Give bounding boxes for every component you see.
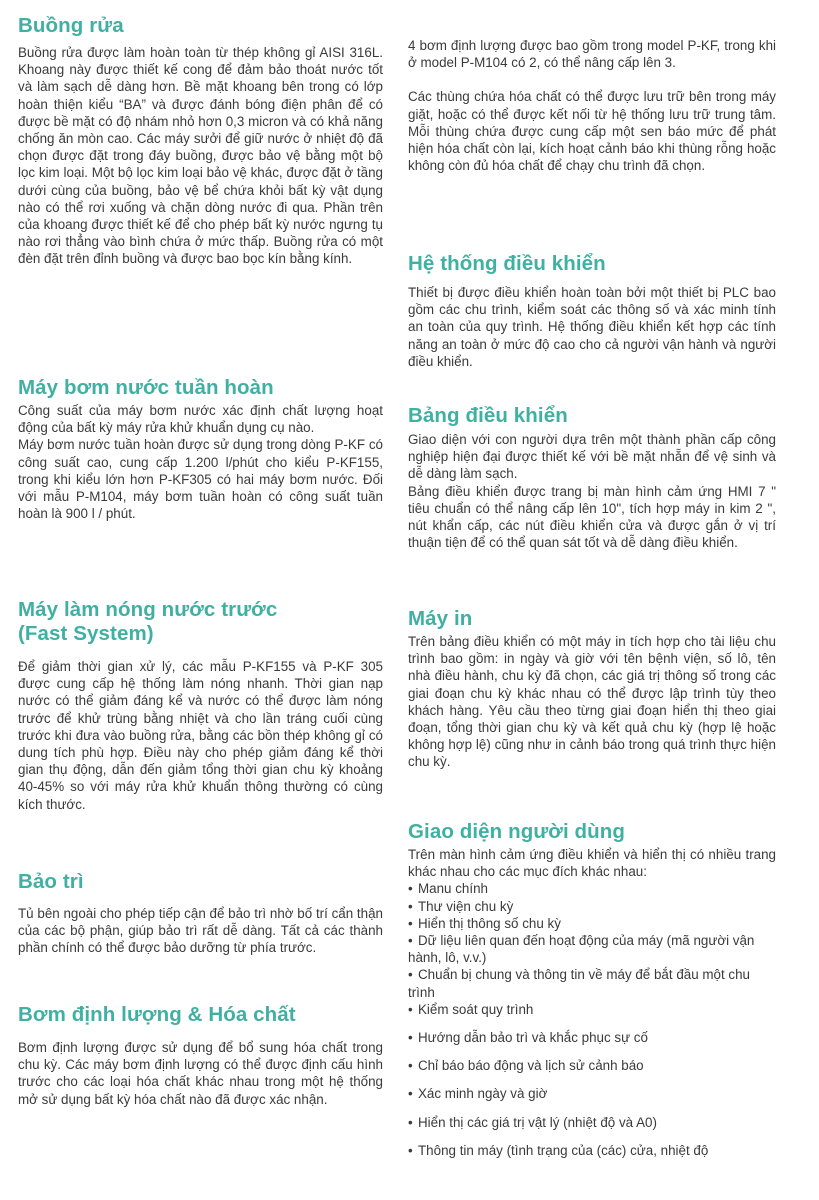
heading-bom-dinh-luong: Bơm định lượng & Hóa chất xyxy=(18,1003,296,1026)
list-item: • Kiểm soát quy trình xyxy=(408,1001,534,1017)
list-item: • Thông tin máy (tình trạng của (các) cửa, nhiệt độ xyxy=(408,1142,709,1158)
heading-bang: Bảng điều khiển xyxy=(408,404,568,427)
ui-feature-list xyxy=(408,880,776,1159)
list-item: • Chỉ báo báo động và lịch sử cảnh báo xyxy=(408,1058,644,1074)
list-item: • Manu chính xyxy=(408,881,488,897)
section-bang xyxy=(408,404,776,551)
list-item: • Chuẩn bị chung và thông tin về máy để bắt đầu một chu trình xyxy=(408,967,751,1000)
list-item: • Hướng dẫn bảo trì và khắc phục sự cố xyxy=(408,1030,648,1046)
section-bom-cont xyxy=(408,37,776,174)
heading-giao-dien: Giao diện người dùng xyxy=(408,820,626,843)
heading-lam-nong-1: Máy làm nóng nước trước xyxy=(18,598,278,621)
heading-lam-nong-2: (Fast System) xyxy=(18,622,154,645)
text-bom-cont-1: 4 bơm định lượng được bao gồm trong model P-KF, trong khi ở model P-M104 có 2, có thể nâng cấp lên 3. xyxy=(408,38,776,71)
list-item: • Dữ liệu liên quan đến hoạt động của máy (mã người vận hành, lô, v.v.) xyxy=(408,933,755,966)
section-may-in xyxy=(408,607,776,771)
list-item: • Xác minh ngày và giờ xyxy=(408,1086,548,1102)
text-bang-1: Giao diện với con người dựa trên một thành phần cấp công nghiệp hiện đại được thiết kế với bề mặt nhẵn để vệ sinh và dễ dàng làm sạch. xyxy=(408,432,776,482)
text-bao-tri: Tủ bên ngoài cho phép tiếp cận để bảo trì nhờ bố trí cẩn thận của các bộ phận, giúp bảo trì rất dễ dàng. Tất cả các thành phần chính có thể được bảo dưỡng từ phía trước. xyxy=(18,906,383,956)
section-giao-dien xyxy=(408,820,776,1159)
text-giao-dien-intro: Trên màn hình cảm ứng điều khiển và hiển thị có nhiều trang khác nhau cho các mục đích khác nhau: xyxy=(408,847,776,880)
text-may-bom-2: Máy bơm nước tuần hoàn được sử dụng trong dòng P-KF có công suất cao, cung cấp 1.200 l/phút cho kiểu P-KF155, trong khi kiểu lớn hơn P-KF305 có hai máy bơm nước. Đối với mẫu P-M104, máy bơm tuần hoàn có công suất tuần hoàn là 900 l / phút. xyxy=(18,437,383,522)
section-bom-dinh-luong xyxy=(18,1003,383,1108)
section-buong-rua xyxy=(18,14,383,268)
section-lam-nong xyxy=(18,598,383,813)
heading-he-thong: Hệ thống điều khiển xyxy=(408,252,606,275)
text-he-thong: Thiết bị được điều khiển hoàn toàn bởi một thiết bị PLC bao gồm các chu trình, kiểm soát các thông số và xác minh tính an toàn của quy trình. Hệ thống điều khiển kết hợp các tính năng an toàn ở mức độ cao cho cả người vận hành và người điều khiển. xyxy=(408,285,776,369)
text-bom-dinh-luong: Bơm định lượng được sử dụng để bổ sung hóa chất trong chu kỳ. Các máy bơm định lượng có thể được định cấu hình trước cho các loại hóa chất khác nhau trong một hệ thống mở sử dụng bất kỳ hóa chất nào đã được xác nhận. xyxy=(18,1040,383,1107)
text-may-bom-1: Công suất của máy bơm nước xác định chất lượng hoạt động của bất kỳ máy rửa khử khuẩn dụng cụ nào. xyxy=(18,403,383,436)
heading-buong-rua: Buồng rửa xyxy=(18,14,124,37)
text-lam-nong: Để giảm thời gian xử lý, các mẫu P-KF155 và P-KF 305 được cung cấp hệ thống làm nóng nhanh. Thời gian nạp nước có thể giảm đáng kể và nước có thể được làm nóng trước để khử trùng bằng nhiệt và cho lần tráng cuối cùng trước khi đưa vào buồng rửa, bằng các bồn thép không gỉ có dung tích phù hợp. Điều này cho phép giảm đáng kể thời gian thụ động, dẫn đến giảm tổng thời gian chu kỳ khoảng 40-45% so với máy rửa khử khuẩn thông thường có cùng kích thước. xyxy=(18,659,383,812)
text-may-in: Trên bảng điều khiển có một máy in tích hợp cho tài liệu chu trình bao gồm: in ngày và giờ với tên bệnh viện, số lô, tên nhà điều hành, chu kỳ đã chọn, các giá trị thông số trong các giai đoạn chu kỳ khác nhau có thể được lập trình tùy theo khách hàng. Yêu cầu theo từng giai đoạn hiển thị theo giai đoạn, tổng thời gian chu kỳ và kết quả chu kỳ (hợp lệ hoặc không hợp lệ) cũng như in cảnh báo trong quá trình thực hiện chu kỳ. xyxy=(408,634,776,770)
section-bao-tri xyxy=(18,870,383,957)
text-bang-2: Bảng điều khiển được trang bị màn hình cảm ứng HMI 7 " tiêu chuẩn có thể nâng cấp lên 10", tích hợp máy in kim 2 ", nút khẩn cấp, các nút điều khiển cửa và được gắn ở vị trí thuận tiện để có thể quan sát tốt và dễ dàng điều khiển. xyxy=(408,483,776,551)
text-bom-cont-2: Các thùng chứa hóa chất có thể được lưu trữ bên trong máy giặt, hoặc có thể được kết nối từ hệ thống lưu trữ trung tâm. Mỗi thùng chứa được cung cấp một sen báo mức để phát hiện hóa chất còn lại, kích hoạt cảnh báo khi thùng rỗng hoặc không còn đủ hóa chất để chạy chu trình đã chọn. xyxy=(408,89,776,174)
section-he-thong xyxy=(408,252,776,370)
heading-may-in: Máy in xyxy=(408,607,473,630)
section-may-bom xyxy=(18,376,383,522)
heading-may-bom: Máy bơm nước tuần hoàn xyxy=(18,376,274,399)
text-buong-rua: Buồng rửa được làm hoàn toàn từ thép không gỉ AISI 316L. Khoang này được thiết kế cong để đảm bảo thoát nước tốt và làm sạch dễ dàng hơn. Bề mặt khoang bên trong có lớp hoàn thiện kiểu “BA” và được đánh bóng điện phân để có được bề mặt có độ nhám nhỏ hơn 0,3 micron và có khả năng chống ăn mòn cao. Các máy sưởi để giữ nước ở nhiệt độ đã chọn được đặt trong đáy buồng, được bảo vệ bằng một bộ lọc kim loại. Một bộ lọc kim loại bảo vệ khác, được đặt ở tầng dưới cùng của buồng, bảo vệ bể chứa khỏi bất kỳ vật dụng nào có thể rơi xuống và chặn dòng nước đi qua. Phần trên của khoang được thiết kế để cho phép bất kỳ nước ngưng tụ nào rơi thẳng vào bình chứa ở mức thấp. Buồng rửa có một đèn đặt trên đỉnh buồng và được bao bọc kín bằng kính. xyxy=(18,45,383,267)
list-item: • Thư viện chu kỳ xyxy=(408,898,514,914)
list-item: • Hiển thị các giá trị vật lý (nhiệt độ và A0) xyxy=(408,1114,657,1130)
list-item: • Hiển thị thông số chu kỳ xyxy=(408,915,561,931)
heading-bao-tri: Bảo trì xyxy=(18,870,84,893)
